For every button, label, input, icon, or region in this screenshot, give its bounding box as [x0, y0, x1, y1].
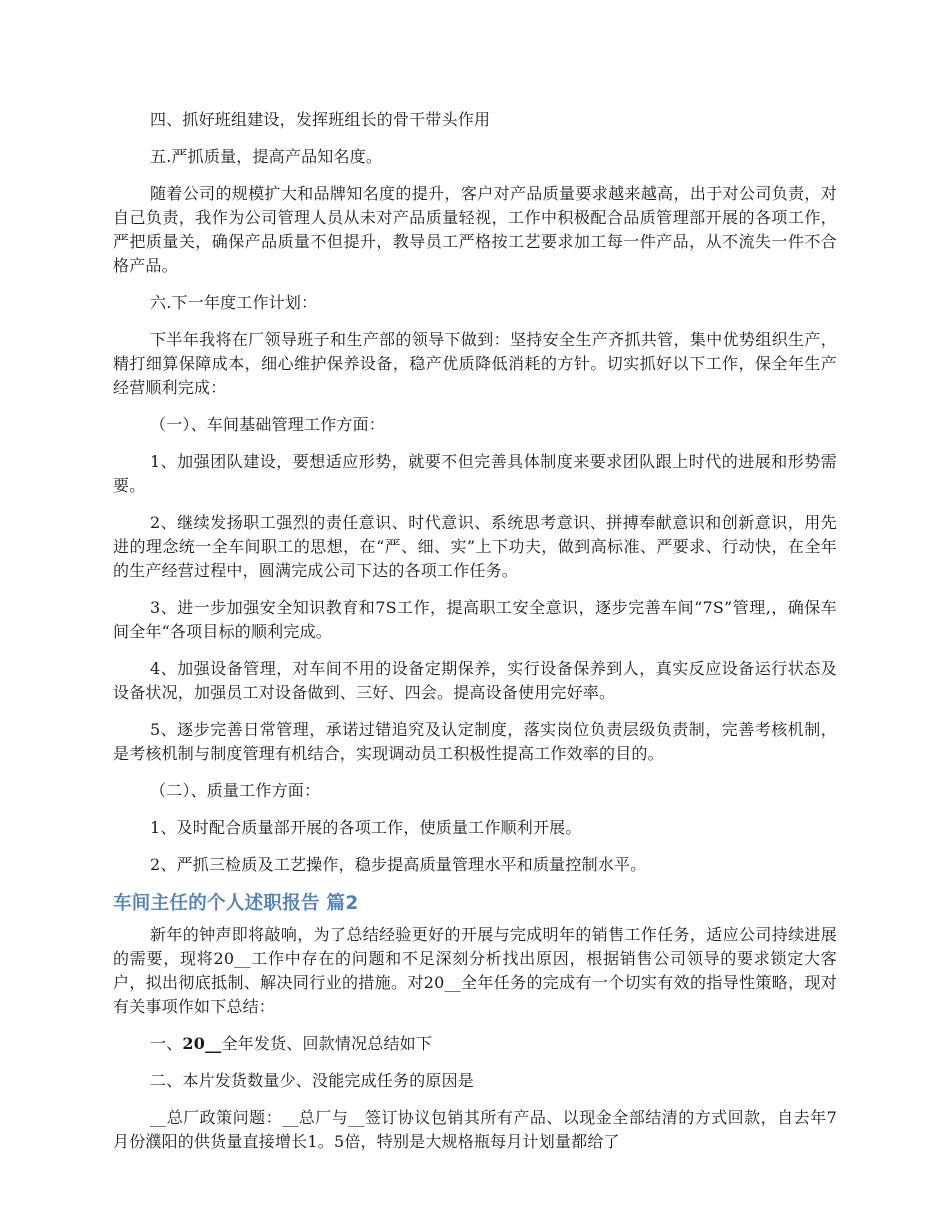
summary-suffix: 全年发货、回款情况总结如下	[221, 1034, 433, 1053]
summary-year: 20__	[182, 1034, 222, 1053]
paragraph-intro: 新年的钟声即将敲响，为了总结经验更好的开展与完成明年的销售工作任务，适应公司持续进展的需要，现将20__工作中存在的问题和不足深刻分析找出原因，根据销售公司领导的要求锁定大客户，拟出彻底抵制、解决同行业的措施。对20__全年任务的完成有一个切实有效的指导性策略，现对有关事项作如下总结：	[113, 925, 837, 1016]
paragraph-summary-1	[113, 1032, 837, 1056]
paragraph-item-4: 四、抓好班组建设，发挥班组长的骨干带头作用	[150, 110, 491, 129]
paragraph-item-6: 六.下一年度工作计划：	[150, 293, 318, 312]
paragraph-subsection-1: （一）、车间基础管理工作方面：	[150, 415, 386, 434]
paragraph-policy: __总厂政策问题：__总厂与__签订协议包销其所有产品、以现金全部结清的方式回款，自去年7月份濮阳的供货量直接增长1。5倍，特别是大规格瓶每月计划量都给了	[113, 1108, 837, 1151]
paragraph-summary-2: 二、本片发货数量少、没能完成任务的原因是	[150, 1071, 475, 1090]
section-heading: 车间主任的个人述职报告 篇2	[113, 893, 359, 914]
paragraph-subsection-2: （二）、质量工作方面：	[150, 781, 321, 800]
paragraph-plan-5: 5、逐步完善日常管理，承诺过错追究及认定制度，落实岗位负责层级负责制，完善考核机制，是考核机制与制度管理有机结合，实现调动员工积极性提高工作效率的目的。	[113, 720, 837, 763]
document-page	[113, 108, 837, 1167]
paragraph-quality-body: 随着公司的规模扩大和品牌知名度的提升，客户对产品质量要求越来越高，出于对公司负责，对自己负责，我作为公司管理人员从未对产品质量轻视，工作中积极配合品质管理部开展的各项工作，严把质量关，确保产品质量不但提升，教导员工严格按工艺要求加工每一件产品，从不流失一件不合格产品。	[113, 184, 837, 275]
summary-prefix: 一、	[150, 1034, 183, 1053]
paragraph-quality-1: 1、及时配合质量部开展的各项工作，使质量工作顺利开展。	[150, 818, 582, 837]
paragraph-item-5: 五.严抓质量，提高产品知名度。	[150, 147, 383, 166]
paragraph-quality-2: 2、严抓三检质及工艺操作，稳步提高质量管理水平和质量控制水平。	[150, 855, 647, 874]
paragraph-plan-2: 2、继续发扬职工强烈的责任意识、时代意识、系统思考意识、拼搏奉献意识和创新意识，用先进的理念统一全车间职工的思想，在“严、细、实”上下功夫，做到高标准、严要求、行动快，在全年的生产经营过程中，圆满完成公司下达的各项工作任务。	[113, 513, 837, 580]
paragraph-plan-body: 下半年我将在厂领导班子和生产部的领导下做到：坚持安全生产齐抓共管，集中优势组织生产，精打细算保障成本，细心维护保养设备，稳产优质降低消耗的方针。切实抓好以下工作，保全年生产经营顺利完成：	[113, 330, 837, 397]
paragraph-plan-1: 1、加强团队建设，要想适应形势，就要不但完善具体制度来要求团队跟上时代的进展和形势需要。	[113, 452, 837, 495]
paragraph-plan-3: 3、进一步加强安全知识教育和7S工作，提高职工安全意识，逐步完善车间“7S”管理,，确保车间全年“各项目标的顺利完成。	[113, 598, 837, 641]
paragraph-plan-4: 4、加强设备管理，对车间不用的设备定期保养，实行设备保养到人，真实反应设备运行状态及设备状况，加强员工对设备做到、三好、四会。提高设备使用完好率。	[113, 659, 837, 702]
